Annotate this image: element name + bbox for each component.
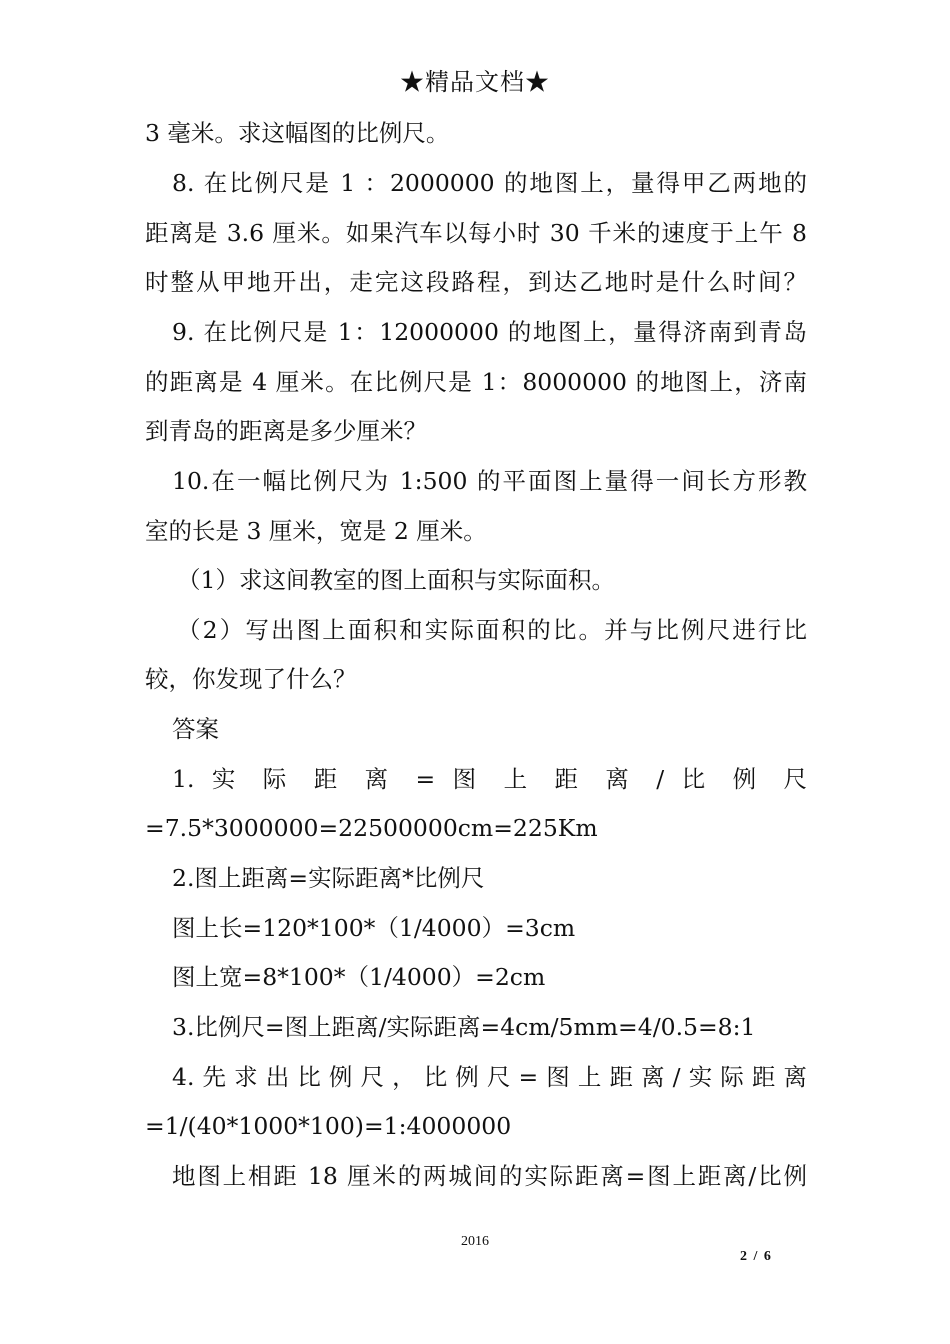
- sub-question-2: （2）写出图上面积和实际面积的比。并与比例尺进行比: [177, 616, 807, 644]
- answer-4-line: 4.先求出比例尺，比例尺=图上距离/实际距离: [172, 1063, 807, 1091]
- text-line: 3 毫米。求这幅图的比例尺。: [145, 119, 450, 147]
- answer-heading: 答案: [172, 715, 219, 743]
- sub-question-1: （1）求这间教室的图上面积与实际面积。: [177, 566, 615, 594]
- text-line: 时整从甲地开出，走完这段路程，到达乙地时是什么时间？: [145, 268, 807, 296]
- text-line: =7.5*3000000=22500000cm=225Km: [145, 814, 598, 842]
- text-line: 图上宽=8*100*（1/4000）=2cm: [172, 963, 546, 991]
- page-number: 2 / 6: [740, 1249, 771, 1264]
- text-line: 地图上相距 18 厘米的两城间的实际距离=图上距离/比例: [172, 1162, 807, 1190]
- page-header-title: ★精品文档★: [400, 68, 550, 96]
- text-line: =1/(40*1000*100)=1:4000000: [145, 1112, 512, 1140]
- text-line: 到青岛的距离是多少厘米？: [145, 417, 427, 445]
- question-10-line: 10.在一幅比例尺为 1:500 的平面图上量得一间长方形教: [172, 467, 807, 495]
- text-line: 较，你发现了什么？: [145, 665, 357, 693]
- question-8-line: 8. 在比例尺是 1 ：2000000 的地图上，量得甲乙两地的: [172, 169, 807, 197]
- answer-2-line: 2.图上距离=实际距离*比例尺: [172, 864, 485, 892]
- text-line: 距离是 3.6 厘米。如果汽车以每小时 30 千米的速度于上午 8: [145, 219, 807, 247]
- answer-3-line: 3.比例尺=图上距离/实际距离=4cm/5mm=4/0.5=8:1: [172, 1013, 756, 1041]
- answer-1-line: 1. 实 际 距 离 = 图 上 距 离 / 比 例 尺: [172, 765, 807, 793]
- text-line: 图上长=120*100*（1/4000）=3cm: [172, 914, 576, 942]
- question-9-line: 9. 在比例尺是 1：12000000 的地图上，量得济南到青岛: [172, 318, 807, 346]
- text-line: 的距离是 4 厘米。在比例尺是 1：8000000 的地图上，济南: [145, 368, 807, 396]
- footer-year: 2016: [461, 1234, 489, 1249]
- text-line: 室的长是 3 厘米，宽是 2 厘米。: [145, 517, 487, 545]
